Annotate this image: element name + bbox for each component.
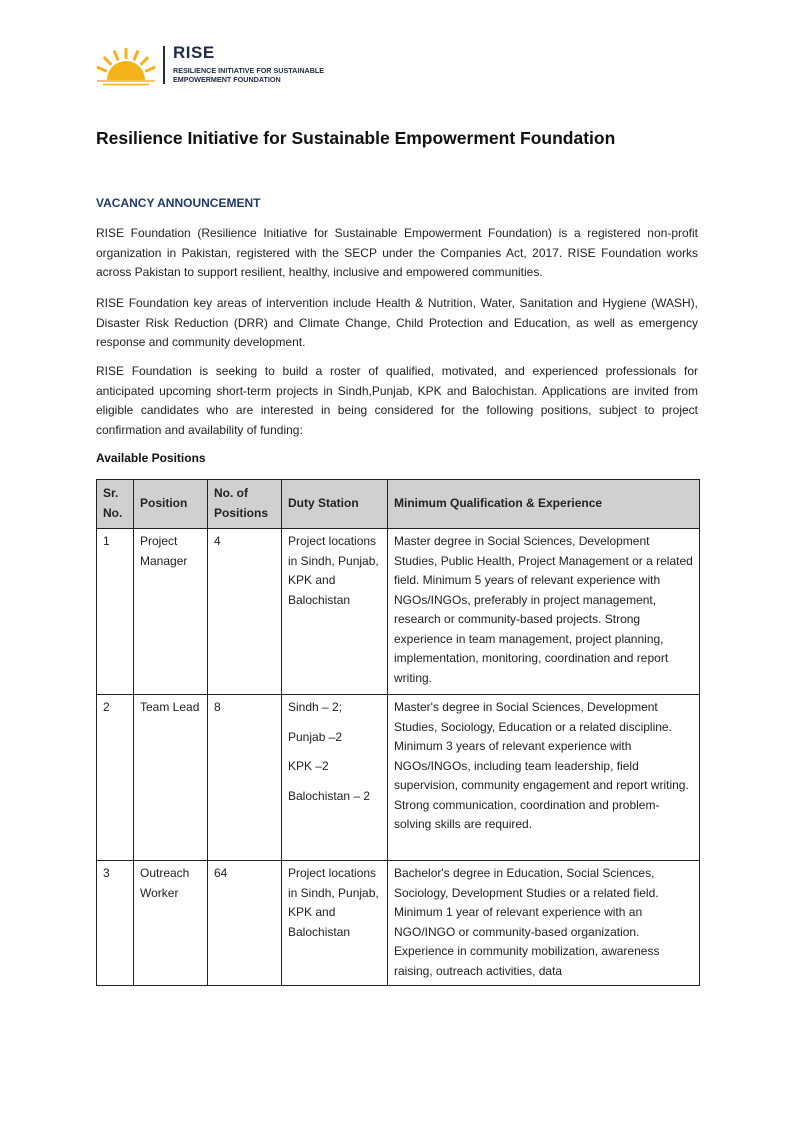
- logo-tagline: [173, 66, 324, 84]
- cell-count: 4: [208, 529, 282, 695]
- cell-qualification: Master's degree in Social Sciences, Development Studies, Sociology, Education or a related discipline. Minimum 3 years of relevant experience with NGOs/INGOs, including team leadership, field supervision, community engagement and report writing. Strong communication, coordination and problem-solving skills are required.: [388, 695, 700, 861]
- intro-paragraph: RISE Foundation (Resilience Initiative for Sustainable Empowerment Foundation) is a registered non-profit organization in Pakistan, registered with the SECP under the Companies Act, 2017. RISE Foundation works across Pakistan to support resilient, healthy, inclusive and empowered communities.: [96, 226, 698, 279]
- section-title: VACANCY ANNOUNCEMENT: [96, 196, 261, 210]
- cell-position: Team Lead: [134, 695, 208, 861]
- positions-table: [96, 479, 700, 986]
- duty-line: Sindh – 2;: [288, 700, 343, 714]
- cell-sr: 1: [97, 529, 134, 695]
- table-row: [97, 861, 700, 986]
- cell-qualification: Master degree in Social Sciences, Development Studies, Public Health, Project Management or a related field. Minimum 5 years of relevant experience with NGOs/INGOs, preferably in project management, research or community-based projects. Strong experience in team management, project planning, implementation, monitoring, coordination and report writing.: [388, 529, 700, 695]
- logo-tagline-line2: EMPOWERMENT FOUNDATION: [173, 75, 281, 84]
- duty-line: Project locations in Sindh, Punjab, KPK and Balochistan: [288, 866, 379, 939]
- document-title: Resilience Initiative for Sustainable Empowerment Foundation: [96, 128, 616, 148]
- table-row: [97, 695, 700, 861]
- cell-qualification: Bachelor's degree in Education, Social Sciences, Sociology, Development Studies or a related field. Minimum 1 year of relevant experience with an NGO/INGO or community-based organization. Experience in community mobilization, awareness raising, outreach activities, data: [388, 861, 700, 986]
- cell-position: Project Manager: [134, 529, 208, 695]
- table-row: [97, 529, 700, 695]
- duty-line: Project locations in Sindh, Punjab, KPK and Balochistan: [288, 534, 379, 607]
- duty-line: Punjab –2: [288, 729, 343, 744]
- available-positions-heading: Available Positions: [96, 451, 206, 465]
- header-duty: Duty Station: [282, 480, 388, 529]
- header-count: No. of Positions: [208, 480, 282, 529]
- cell-count: 64: [208, 861, 282, 986]
- table-header-row: [97, 480, 700, 529]
- duty-line: KPK –2: [288, 759, 329, 773]
- logo-name: RISE: [173, 43, 215, 62]
- header-sr: Sr. No.: [97, 480, 134, 529]
- header-qualification: Minimum Qualification & Experience: [388, 480, 700, 529]
- cell-position: Outreach Worker: [134, 861, 208, 986]
- cell-duty: [282, 695, 388, 861]
- cell-duty: [282, 529, 388, 695]
- cell-sr: 3: [97, 861, 134, 986]
- cell-sr: 2: [97, 695, 134, 861]
- logo-tagline-line1: RESILIENCE INITIATIVE FOR SUSTAINABLE: [173, 66, 325, 75]
- roster-paragraph: RISE Foundation is seeking to build a roster of qualified, motivated, and experienced professionals for anticipated upcoming short-term projects in Sindh,Punjab, KPK and Balochistan. Applications are invited from eligible candidates who are interested in being considered for the following positions, subject to project confirmation and availability of funding:: [96, 364, 698, 437]
- duty-line: Balochistan – 2: [288, 788, 371, 803]
- header-position: Position: [134, 480, 208, 529]
- cell-duty: [282, 861, 388, 986]
- rising-sun-icon: [95, 46, 157, 86]
- cell-count: 8: [208, 695, 282, 861]
- areas-paragraph: RISE Foundation key areas of intervention include Health & Nutrition, Water, Sanitation and Hygiene (WASH), Disaster Risk Reduction (DRR) and Climate Change, Child Protection and Education, as well as emergency response and community development.: [96, 296, 698, 349]
- logo-divider: [163, 46, 165, 84]
